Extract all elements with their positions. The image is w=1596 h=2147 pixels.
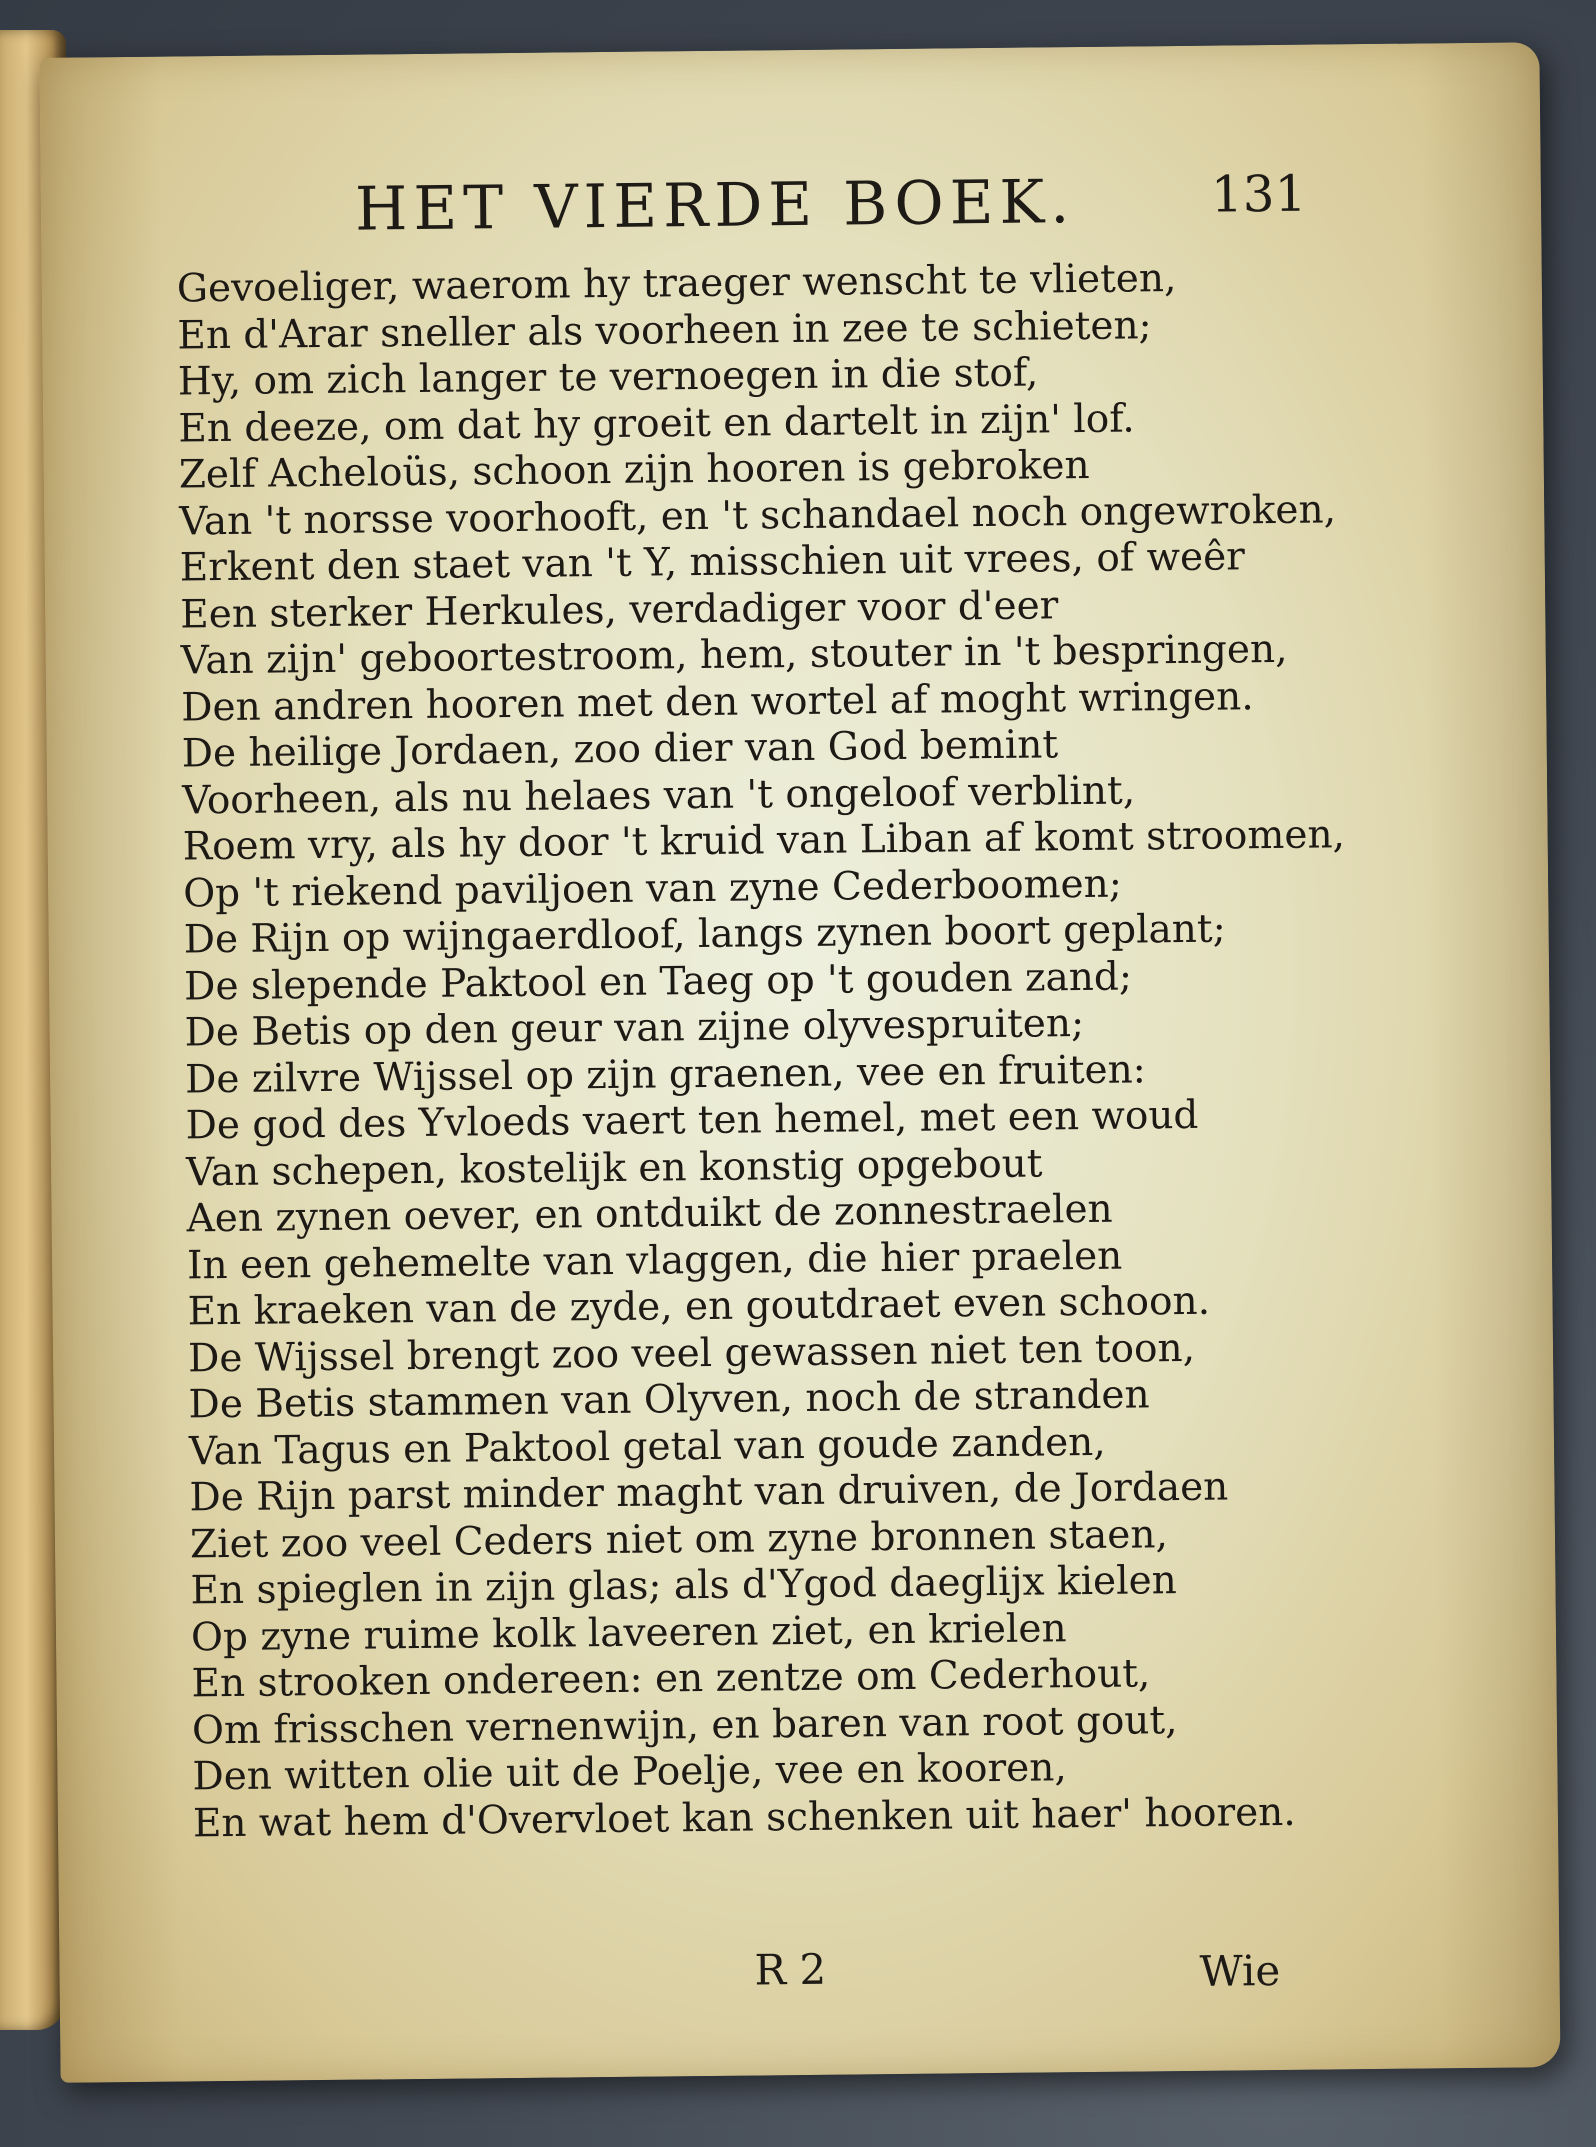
poem-line: De heilige Jordaen, zoo dier van God bemint (181, 722, 1059, 777)
poem-line: Roem vry, als hy door 't kruid van Liban af komt stroomen, (182, 812, 1346, 870)
poem-line: En spieglen in zijn glas; als d'Ygod daeglijx kielen (190, 1558, 1178, 1614)
poem-line: De Betis op den geur van zijne olyvespruiten; (184, 1001, 1085, 1056)
poem-line: Erkent den staet van 't Y, misschien uit vrees, of weêr (179, 534, 1246, 591)
poem-line: Van zijn' geboortestroom, hem, stouter in 't bespringen, (180, 626, 1288, 684)
signature-mark: R 2 (754, 1944, 827, 1995)
book-page (39, 42, 1560, 2083)
poem-line: In een gehemelte van vlaggen, die hier praelen (186, 1233, 1123, 1288)
page-footer (59, 1937, 1560, 2013)
poem-line: De Wijssel brengt zoo veel gewassen niet ten toon, (187, 1325, 1196, 1381)
poem-line: Voorheen, als nu helaes van 't ongeloof verblint, (181, 767, 1136, 823)
running-head: HET VIERDE BOEK. (354, 167, 1076, 245)
poem-line: De god des Yvloeds vaert ten hemel, met een woud (185, 1092, 1199, 1149)
catchword: Wie (1199, 1946, 1281, 1996)
poem-line: En d'Arar sneller als voorheen in zee te schieten; (177, 302, 1152, 358)
poem-line: En strooken ondereen: en zentze om Cederhout, (191, 1651, 1151, 1707)
poem-text (176, 255, 1346, 1847)
page-header (311, 164, 1372, 255)
poem-line: Van Tagus en Paktool getal van goude zanden, (188, 1419, 1106, 1474)
poem-line: De Rijn op wijngaerdloof, langs zynen boort geplant; (183, 906, 1226, 963)
poem-line: Een sterker Herkules, verdadiger voor d'eer (180, 582, 1059, 637)
poem-line: Gevoeliger, waerom hy traeger wenscht te vlieten, (176, 256, 1177, 312)
poem-line: De Betis stammen van Olyven, noch de stranden (188, 1372, 1150, 1428)
poem-line: En kraeken van de zyde, en goutdraet even schoon. (187, 1278, 1211, 1335)
poem-line: De zilvre Wijssel op zijn graenen, vee en fruiten: (184, 1046, 1147, 1102)
poem-line: Ziet zoo veel Ceders niet om zyne bronnen staen, (189, 1511, 1169, 1567)
poem-line: Zelf Acheloüs, schoon zijn hooren is gebroken (178, 442, 1090, 498)
poem-line: Van 't norsse voorhooft, en 't schandael noch ongewroken, (179, 486, 1337, 544)
poem-line: Aen zynen oever, en ontduikt de zonnestraelen (186, 1186, 1113, 1242)
poem-line: Op 't riekend paviljoen van zyne Cederboomen; (182, 861, 1123, 916)
poem-line: Den witten olie uit de Poelje, vee en kooren, (192, 1745, 1067, 1800)
poem-line: Om frisschen vernenwijn, en baren van root gout, (191, 1697, 1178, 1753)
poem-line: De Rijn parst minder maght van druiven, de Jordaen (189, 1464, 1229, 1521)
poem-line: Hy, om zich langer te vernoegen in die stof, (177, 350, 1039, 405)
poem-line: Den andren hooren met den wortel af moght wringen. (181, 673, 1254, 730)
poem-line: En deeze, om dat hy groeit en dartelt in zijn' lof. (178, 395, 1135, 451)
page-number: 131 (1210, 164, 1307, 224)
poem-line: En wat hem d'Overvloet kan schenken uit haer' hooren. (192, 1789, 1296, 1846)
poem-line: De slepende Paktool en Taeg op 't gouden zand; (183, 954, 1133, 1009)
poem-line: Op zyne ruime kolk laveeren ziet, en krielen (190, 1605, 1067, 1660)
bleed-through-text (1276, 222, 1554, 1945)
poem-line: Van schepen, kostelijk en konstig opgebout (185, 1140, 1043, 1195)
